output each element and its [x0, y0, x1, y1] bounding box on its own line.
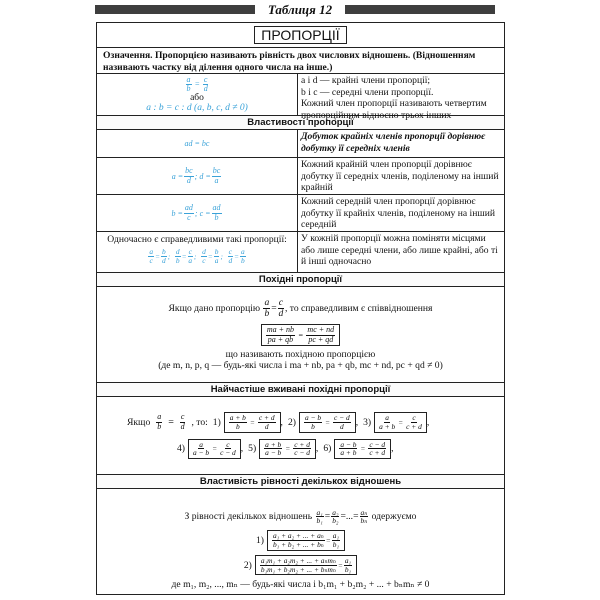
proportions-table	[96, 22, 505, 595]
definition-formula-cell	[97, 74, 298, 115]
title-row	[97, 23, 504, 48]
property-4-formulas	[97, 232, 298, 272]
several-formula-1: 1) $\frac{\text{a₁ + a₂ + ... + aₙ}}{\text{b₁ + b₂ + ... + bₙ}}$ = $\frac{\text{a₁}}{\text{b₁}}$	[256, 530, 345, 551]
derived-proportion-label: 6)	[323, 443, 332, 455]
frequent-row	[97, 397, 504, 475]
property-1-row	[97, 130, 504, 158]
derived-proportion-formula: $\frac{a}{a + b}$ = $\frac{c}{c + d}$	[374, 412, 427, 433]
frequent-line-2	[127, 439, 504, 460]
derived-main-formula: $\frac{ma + nb}{pa + qb}$ = $\frac{mc + nd}{pc + qd}$	[261, 324, 340, 346]
property-2-text: Кожний крайній член пропорції дорівнює добутку її середніх членів, поділеному на інший крайній	[301, 159, 499, 193]
several-intro: З рівності декількох відношень $\frac{\text{a₁}}{\text{b₁}}$ = $\frac{\text{a₂}}{\text{b₂}}$ =...= $\frac{\text{aₙ}}{\text{bₙ}}$ одержуємо	[184, 507, 417, 526]
definition-row	[97, 48, 504, 74]
several-footer: де m₁, m₂, ..., mₙ — будь-які числа і b₁m₁ + b₂m₂ + ... + bₙmₙ ≠ 0	[171, 579, 430, 591]
property-3-formula: b = $\frac{ad}{c}$ ; c = $\frac{ad}{b}$	[97, 195, 298, 231]
derived-proportion-label: 4)	[177, 443, 185, 455]
extreme-members: a і d — крайні члени пропорції;	[301, 75, 431, 86]
several-row	[97, 489, 504, 600]
frequent-heading: Найчастіше вживані похідні пропорції	[97, 383, 504, 397]
derived-proportion-formula: $\frac{a}{a - b}$ = $\frac{c}{c - d}$	[188, 439, 241, 460]
derived-intro: Якщо дано пропорцію $\frac{a}{b}$ = $\frac{c}{d}$ , то справедливим є співвідношення	[168, 297, 433, 320]
proportion-formula: $\frac{a}{b}$ = $\frac{c}{d}$	[186, 74, 208, 93]
property-4-text: У кожній пропорції можна поміняти місцями або лише середні члени, або лише крайні, або ті й інші одночасно	[301, 233, 498, 267]
derived-proportion-4: 4) $\frac{a}{a - b}$ = $\frac{c}{c - d}$ ,	[177, 439, 244, 458]
equivalent-proportions: $\frac{a}{c}$ = $\frac{b}{d}$ ; $\frac{d}{b}$ = $\frac{c}{a}$ ; $\frac{d}{c}$ = $\frac{b}{a}$ ; $\frac{c}{d}$ = $\frac{a}{b}$	[149, 247, 245, 265]
derived-proportion-formula: $\frac{a - b}{a + b}$ = $\frac{c - d}{c + d}$	[334, 439, 391, 460]
derived-heading: Похідні пропорції	[97, 273, 504, 287]
derived-proportion-formula: $\frac{a + b}{b}$ = $\frac{c + d}{d}$	[224, 412, 281, 433]
fourth-proportional: Кожний член пропорції називають четвертим пропорційним відносно трьох інших	[301, 98, 487, 121]
frequent-line-1: Якщо $\frac{a}{b}$ = $\frac{c}{d}$ , то: 1) $\frac{a + b}{b}$ = $\frac{c + d}{d}$ , 2) $\frac{a - b}{b}$ = $\frac{c - d}{d}$ , 3) $\frac{a}{a + b}$ = $\frac{c}{c + d}$ ,	[127, 412, 430, 431]
derived-condition: (де m, n, p, q — будь-які числа і ma + nb, pa + qb, mc + nd, pc + qd ≠ 0)	[158, 359, 443, 371]
definition-formula-row	[97, 74, 504, 121]
derived-called: що називають похідною пропорцією	[225, 348, 376, 360]
derived-proportion-label: 2)	[287, 416, 296, 428]
several-formula-2: 2) $\frac{\text{a₁m₁ + a₂m₂ + ... + aₙmₙ}}{\text{b₁m₁ + b₂m₂ + ... + bₙmₙ}}$ = $\frac{\text{a₁}}{\text{b₁}}$	[244, 555, 357, 576]
derived-row	[97, 287, 504, 383]
table-number: Таблиця 12	[255, 2, 345, 18]
derived-proportion-1: 1) $\frac{a + b}{b}$ = $\frac{c + d}{d}$ ,	[212, 412, 283, 431]
property-2-formula: a = $\frac{bc}{d}$ ; d = $\frac{bc}{a}$	[97, 158, 298, 194]
property-1-text: Добуток крайніх членів пропорції дорівнює добутку її середніх членів	[301, 131, 486, 154]
property-3-row	[97, 195, 504, 232]
definition-text: Означення. Пропорцією називають рівність двох числових відношень. (Відношенням називають частку від ділення одного числа на інше.)	[103, 50, 476, 73]
derived-proportion-label: 3)	[363, 416, 372, 428]
derived-proportion-2: 2) $\frac{a - b}{b}$ = $\frac{c - d}{d}$ ,	[287, 412, 359, 431]
derived-proportion-5: 5) $\frac{a + b}{a - b}$ = $\frac{c + d}{c - d}$ ,	[248, 439, 319, 458]
properties-heading: Властивості пропорції	[97, 116, 504, 130]
derived-proportion-label: 5)	[248, 443, 257, 455]
property-3-text: Кожний середній член пропорції дорівнює добутку її крайніх членів, поділеному на інший середній	[301, 196, 495, 230]
derived-proportion-formula: $\frac{a - b}{b}$ = $\frac{c - d}{d}$	[299, 412, 356, 433]
ratio-formula: a : b = c : d (a, b, c, d ≠ 0)	[146, 103, 248, 114]
property-1-formula: ad = bc	[97, 130, 298, 157]
property-4-intro: Одночасно є справедливими такі пропорції:	[107, 234, 287, 245]
property-4-row	[97, 232, 504, 273]
derived-proportion-3: 3) $\frac{a}{a + b}$ = $\frac{c}{c + d}$ ,	[363, 412, 430, 431]
middle-members: b і c — середні члени пропорції.	[301, 86, 434, 98]
definition-explanation	[298, 74, 504, 121]
page-title: ПРОПОРЦІЇ	[254, 26, 346, 44]
property-2-row	[97, 158, 504, 195]
derived-proportion-formula: $\frac{a + b}{a - b}$ = $\frac{c + d}{c - d}$	[259, 439, 316, 460]
or-label: або	[190, 93, 204, 104]
derived-proportion-6: 6) $\frac{a - b}{a + b}$ = $\frac{c - d}{c + d}$ ,	[323, 439, 394, 458]
derived-proportion-label: 1)	[212, 416, 221, 428]
several-heading: Властивість рівності декількох відношень	[97, 475, 504, 489]
